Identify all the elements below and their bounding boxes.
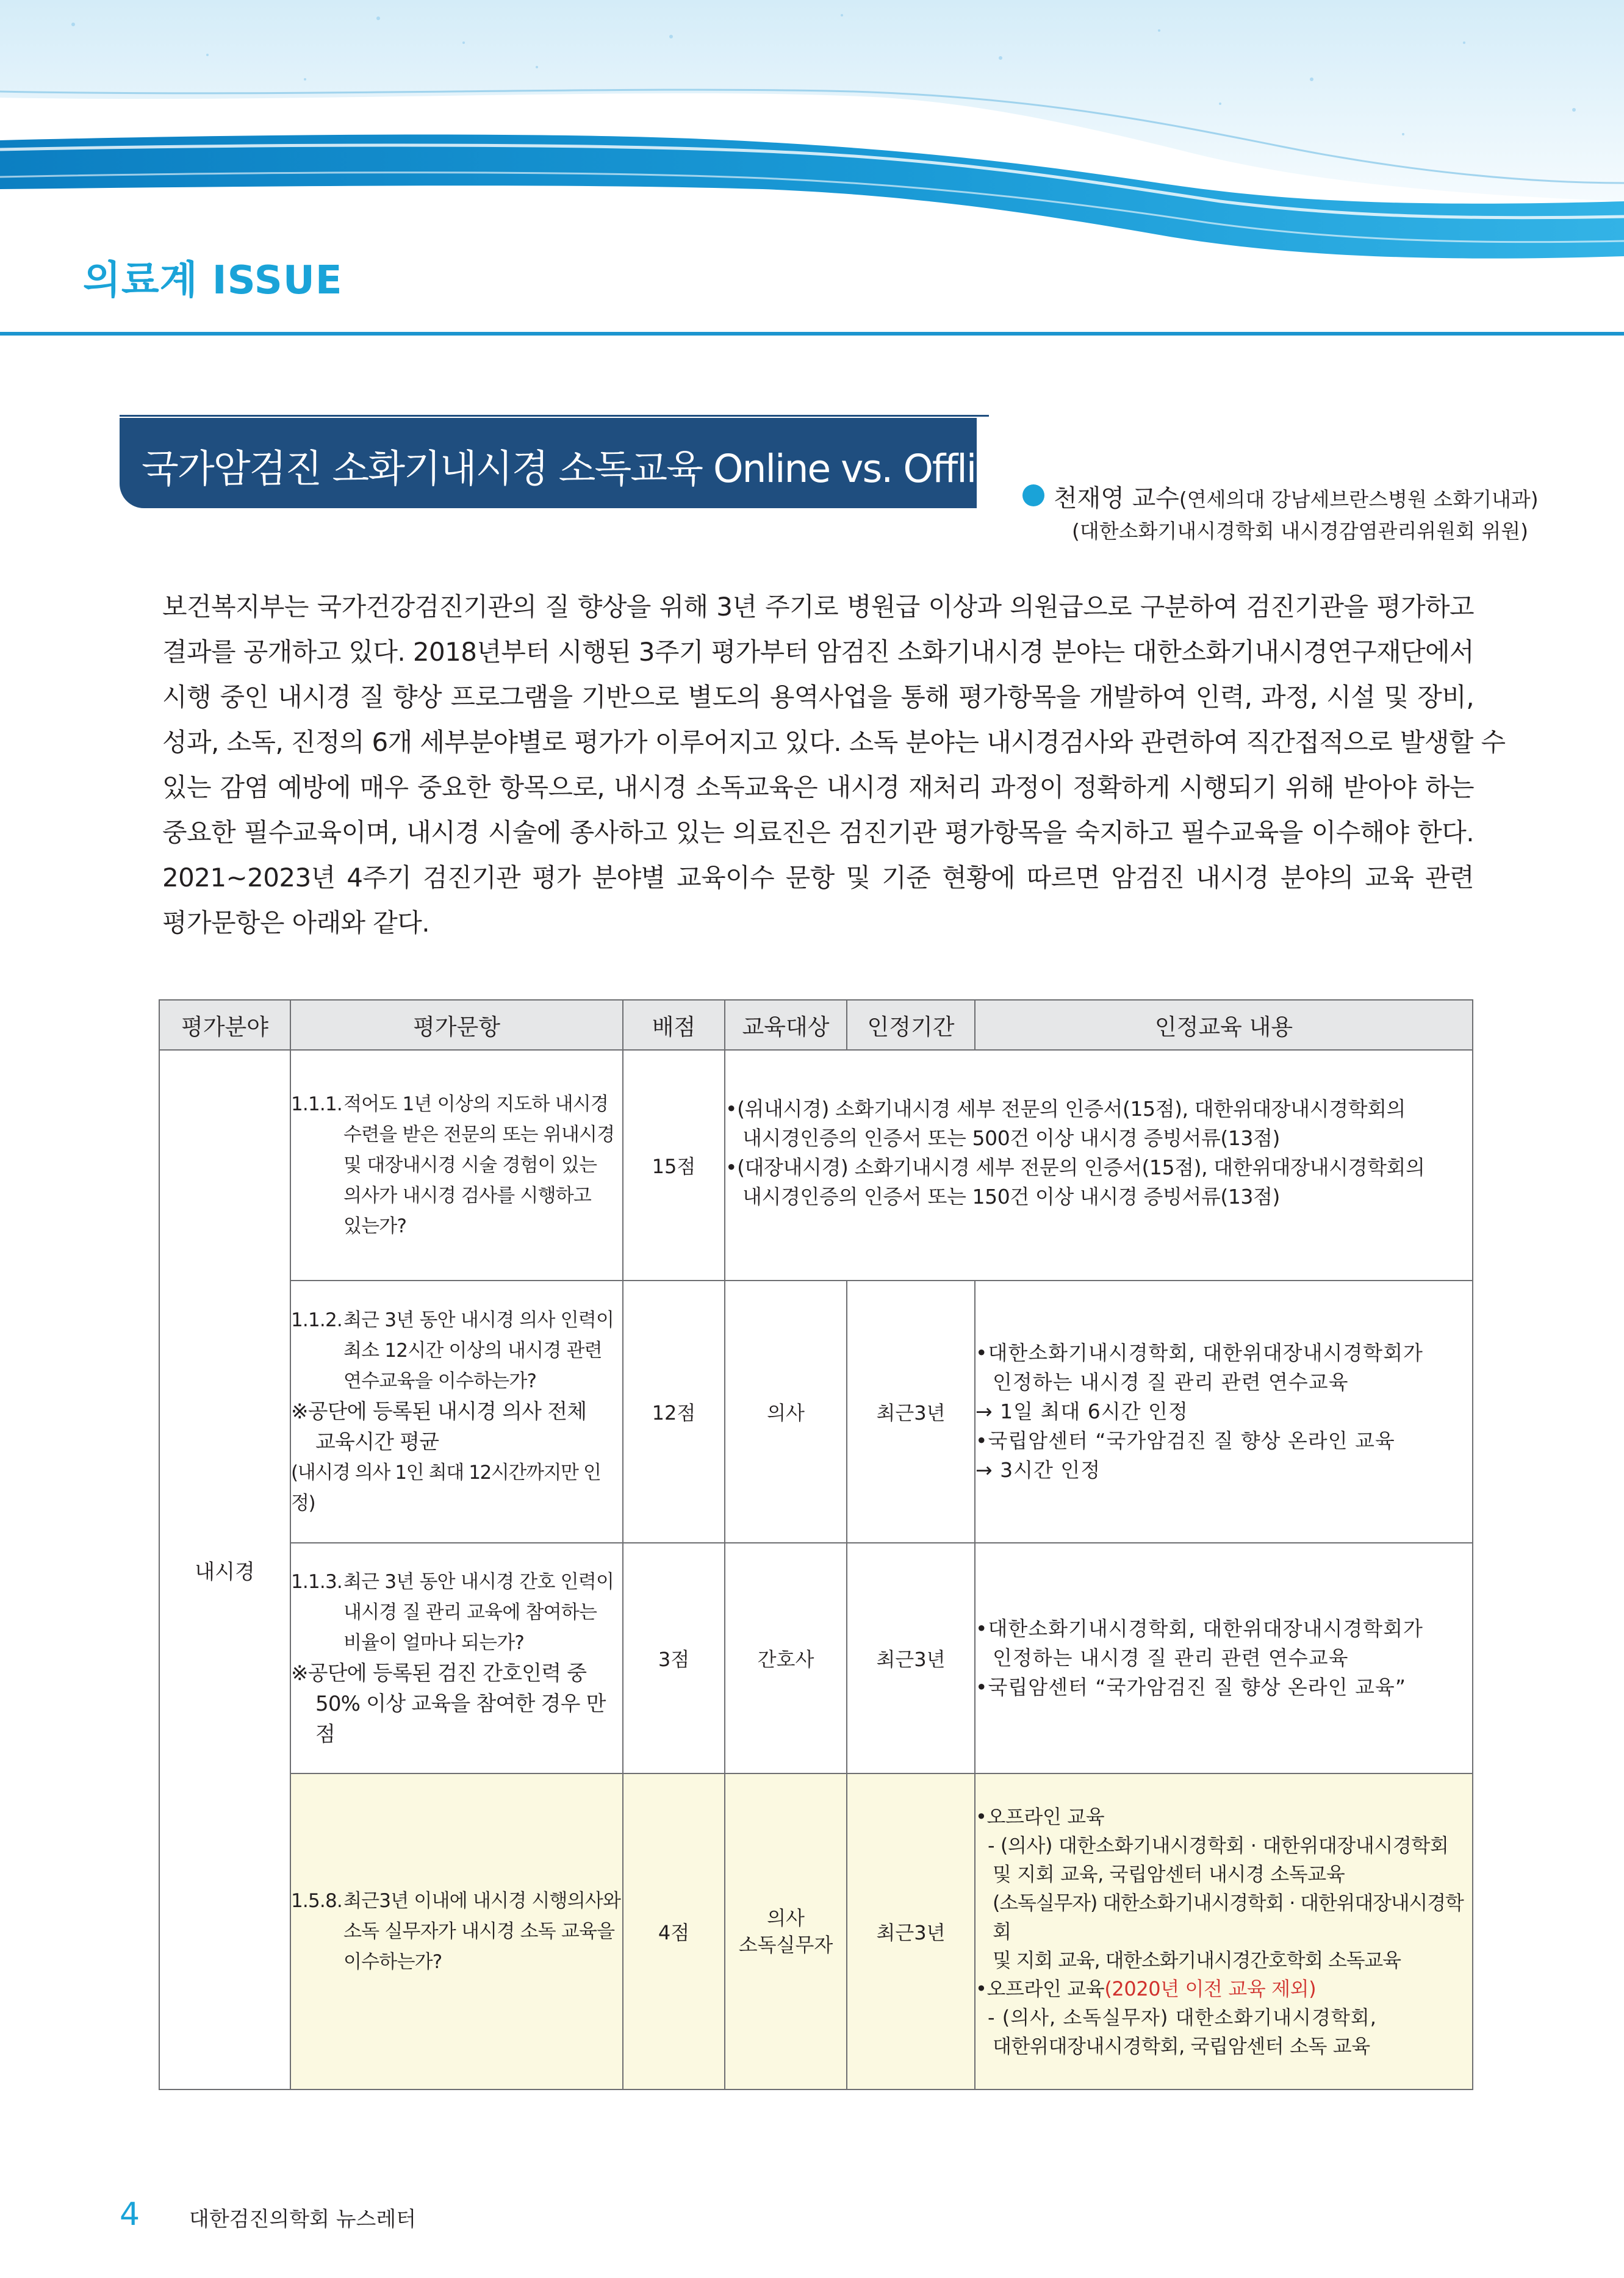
intro-line: 중요한 필수교육이며, 내시경 시술에 종사하고 있는 의료진은 검진기관 평가항목을 숙지하고 필수교육을 이수해야 한다.	[162, 817, 1474, 847]
intro-line: 보건복지부는 국가건강검진기관의 질 향상을 위해 3년 주기로 병원급 이상과 의원급으로 구분하여 검진기관을 평가하고	[162, 592, 1474, 622]
question-text: 수련을 받은 전문의 또는 위내시경	[343, 1124, 615, 1146]
content-line: 내시경인증의 인증서 또는 500건 이상 내시경 증빙서류(13점)	[742, 1126, 1280, 1150]
target-cell: 의사	[725, 1281, 847, 1543]
question-number: 1.1.2.	[291, 1309, 342, 1331]
question-text: 비율이 얼마나 되는가?	[343, 1632, 525, 1654]
col-header: 평가분야	[159, 1000, 290, 1050]
question-text: 최근3년 이내에 내시경 시행의사와	[343, 1890, 621, 1912]
question-text: 이수하는가?	[343, 1951, 442, 1973]
col-header: 인정교육 내용	[975, 1000, 1473, 1050]
question-text: 최근 3년 동안 내시경 간호 인력이	[343, 1571, 614, 1593]
question-cell	[290, 1281, 623, 1543]
question-text: 적어도 1년 이상의 지도하 내시경	[343, 1093, 609, 1115]
period-cell: 최근3년	[847, 1773, 975, 2089]
question-number: 1.5.8.	[291, 1890, 342, 1912]
author-bullet-icon	[1022, 484, 1044, 506]
question-text: 연수교육을 이수하는가?	[343, 1370, 537, 1392]
content-line: •국립암센터 “국가암검진 질 향상 온라인 교육	[975, 1429, 1395, 1453]
content-line	[975, 1975, 1472, 2003]
content-line: 인정하는 내시경 질 관리 관련 연수교육	[993, 1370, 1349, 1394]
wave-banner	[0, 0, 1624, 287]
content-line: •대한소화기내시경학회, 대한위대장내시경학회가	[975, 1617, 1423, 1640]
content-cell	[975, 1281, 1473, 1543]
table-row	[159, 1281, 1473, 1543]
question-text: 의사가 내시경 검사를 시행하고	[343, 1185, 592, 1207]
target-cell	[725, 1773, 847, 2089]
content-line: - (의사, 소독실무자) 대한소화기내시경학회,	[988, 2005, 1377, 2029]
target-cell: 간호사	[725, 1543, 847, 1773]
question-text: 및 대장내시경 시술 경험이 있는	[343, 1154, 597, 1176]
author-affiliation: (연세의대 강남세브란스병원 소화기내과)	[1179, 487, 1539, 511]
score-cell: 12점	[623, 1281, 725, 1543]
content-cell	[975, 1773, 1473, 2089]
content-line: •(위내시경) 소화기내시경 세부 전문의 인증서(15점), 대한위대장내시경학회의	[725, 1097, 1406, 1121]
content-line: •국립암센터 “국가암검진 질 향상 온라인 교육”	[975, 1675, 1406, 1699]
question-text: 있는가?	[343, 1215, 407, 1237]
table-row-highlighted	[159, 1773, 1473, 2089]
col-header: 교육대상	[725, 1000, 847, 1050]
question-text: 최소 12시간 이상의 내시경 관련	[343, 1340, 602, 1362]
target-line: 소독실무자	[738, 1933, 833, 1956]
table-row	[159, 1543, 1473, 1773]
content-line: 인정하는 내시경 질 관리 관련 연수교육	[993, 1646, 1349, 1670]
question-note: 교육시간 평균	[315, 1430, 439, 1454]
question-note: ※공단에 등록된 내시경 의사 전체	[291, 1399, 587, 1424]
content-line: •오프라인 교육	[975, 1805, 1105, 1828]
score-cell: 3점	[623, 1543, 725, 1773]
intro-line: 시행 중인 내시경 질 향상 프로그램을 기반으로 별도의 용역사업을 통해 평가항목을 개발하여 인력, 과정, 시설 및 장비,	[162, 682, 1474, 712]
col-header: 인정기간	[847, 1000, 975, 1050]
content-line: 및 지회 교육, 국립암센터 내시경 소독교육	[993, 1862, 1345, 1886]
period-cell: 최근3년	[847, 1281, 975, 1543]
content-line: → 1일 최대 6시간 인정	[975, 1399, 1188, 1423]
question-cell	[290, 1050, 623, 1281]
evaluation-table	[159, 999, 1473, 2090]
content-exclusion-note: (2020년 이전 교육 제외)	[1104, 1977, 1317, 2000]
content-line: •(대장내시경) 소화기내시경 세부 전문의 인증서(15점), 대한위대장내시경학회의	[725, 1155, 1425, 1179]
header-divider	[0, 332, 1624, 336]
intro-line: 평가문항은 아래와 같다.	[162, 908, 429, 938]
content-line: 내시경인증의 인증서 또는 150건 이상 내시경 증빙서류(13점)	[742, 1185, 1280, 1209]
question-cell	[290, 1543, 623, 1773]
publication-name: 대한검진의학회 뉴스레터	[189, 2207, 417, 2232]
col-header: 배점	[623, 1000, 725, 1050]
question-note: ※공단에 등록된 검진 간호인력 중	[291, 1661, 587, 1686]
content-prefix: •오프라인 교육	[975, 1977, 1105, 2000]
question-cell	[290, 1773, 623, 2089]
intro-line: 결과를 공개하고 있다. 2018년부터 시행된 3주기 평가부터 암검진 소화기내시경 분야는 대한소화기내시경연구재단에서	[162, 637, 1474, 667]
question-number: 1.1.1.	[291, 1093, 342, 1115]
content-line: → 3시간 인정	[975, 1458, 1101, 1482]
score-cell: 4점	[623, 1773, 725, 2089]
question-note-small: (내시경 의사 1인 최대 12시간까지만 인정)	[291, 1462, 601, 1514]
intro-paragraph	[162, 584, 1506, 946]
table-header-row	[159, 1000, 1473, 1050]
content-line: •대한소화기내시경학회, 대한위대장내시경학회가	[975, 1341, 1423, 1365]
content-line: - (의사) 대한소화기내시경학회 · 대한위대장내시경학회	[988, 1833, 1449, 1857]
page-number: 4	[120, 2196, 140, 2233]
content-line: (소독실무자) 대한소화기내시경학회 · 대한위대장내시경학회	[993, 1891, 1464, 1943]
author-line-2: (대한소화기내시경학회 내시경감염관리위원회 위원)	[1072, 519, 1529, 543]
content-line: 대한위대장내시경학회, 국립암센터 소독 교육	[993, 2034, 1370, 2058]
article-title: 국가암검진 소화기내시경 소독교육 Online vs. Offline	[142, 447, 1021, 491]
intro-line: 성과, 소독, 진정의 6개 세부분야별로 평가가 이루어지고 있다. 소독 분야는 내시경검사와 관련하여 직간접적으로 발생할 수	[162, 727, 1506, 757]
col-header: 평가문항	[290, 1000, 623, 1050]
section-title: 의료계 ISSUE	[83, 258, 343, 303]
content-cell	[725, 1050, 1473, 1281]
question-note: 50% 이상 교육을 참여한 경우 만점	[315, 1692, 606, 1747]
target-line: 의사	[767, 1906, 805, 1930]
field-cell: 내시경	[159, 1050, 290, 2089]
author-name: 천재영 교수	[1054, 484, 1179, 512]
intro-line: 2021~2023년 4주기 검진기관 평가 분야별 교육이수 문항 및 기준 현황에 따르면 암검진 내시경 분야의 교육 관련	[162, 863, 1474, 893]
question-text: 소독 실무자가 내시경 소독 교육을	[343, 1920, 615, 1942]
intro-line: 있는 감염 예방에 매우 중요한 항목으로, 내시경 소독교육은 내시경 재처리 과정이 정확하게 시행되기 위해 받아야 하는	[162, 772, 1474, 802]
question-text: 내시경 질 관리 교육에 참여하는	[343, 1601, 597, 1623]
table-row	[159, 1050, 1473, 1281]
title-top-line	[120, 415, 989, 417]
content-cell	[975, 1543, 1473, 1773]
question-number: 1.1.3.	[291, 1571, 342, 1593]
content-line: 및 지회 교육, 대한소화기내시경간호학회 소독교육	[993, 1948, 1401, 1972]
score-cell: 15점	[623, 1050, 725, 1281]
author-line-1	[1054, 479, 1539, 514]
period-cell: 최근3년	[847, 1543, 975, 1773]
question-text: 최근 3년 동안 내시경 의사 인력이	[343, 1309, 614, 1331]
